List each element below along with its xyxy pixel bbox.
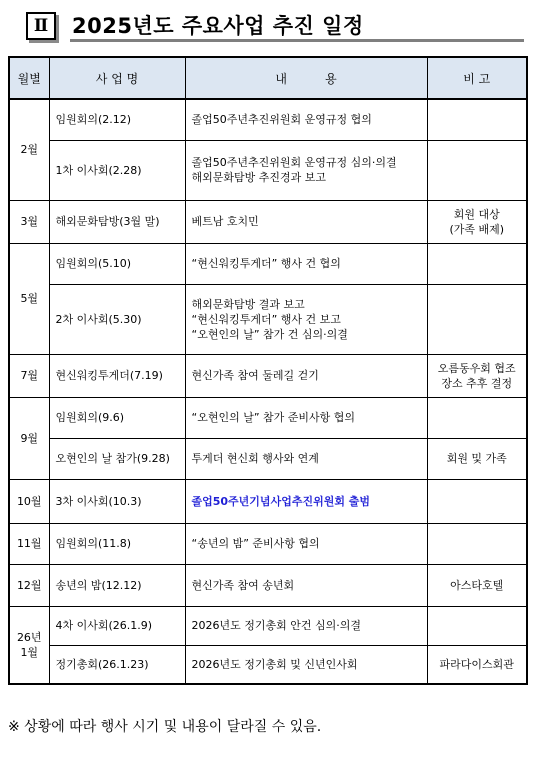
project-cell: 송년의 밤(12.12) <box>49 564 185 606</box>
table-row <box>9 354 527 397</box>
note-cell: 회원 및 가족 <box>427 438 527 479</box>
note-cell <box>427 99 527 140</box>
note-cell <box>427 140 527 200</box>
content-cell: 졸업50주년추진위원회 운영규정 심의·의결 해외문화탐방 추진경과 보고 <box>185 140 427 200</box>
table-row <box>9 479 527 523</box>
content-cell: “오현인의 날” 참가 준비사항 협의 <box>185 397 427 438</box>
table-row <box>9 140 527 200</box>
table-row <box>9 200 527 243</box>
project-cell: 2차 이사회(5.30) <box>49 284 185 354</box>
month-cell: 3월 <box>9 200 49 243</box>
month-cell: 2월 <box>9 99 49 200</box>
column-header-note: 비 고 <box>427 57 527 99</box>
content-cell: “현신워킹투게더” 행사 건 협의 <box>185 243 427 284</box>
content-cell: 현신가족 참여 둘레길 걷기 <box>185 354 427 397</box>
note-cell: 오름동우회 협조 장소 추후 결정 <box>427 354 527 397</box>
month-cell: 7월 <box>9 354 49 397</box>
project-cell: 4차 이사회(26.1.9) <box>49 606 185 645</box>
content-cell: 해외문화탐방 결과 보고 “현신워킹투게더” 행사 건 보고 “오현인의 날” 참가 건 심의·의결 <box>185 284 427 354</box>
note-cell <box>427 397 527 438</box>
content-cell-highlight: 졸업50주년기념사업추진위원회 출범 <box>185 479 427 523</box>
table-row <box>9 645 527 684</box>
project-cell: 임원회의(9.6) <box>49 397 185 438</box>
table-row <box>9 523 527 564</box>
content-cell: “송년의 밤” 준비사항 협의 <box>185 523 427 564</box>
month-cell: 5월 <box>9 243 49 354</box>
table-row <box>9 243 527 284</box>
table-row <box>9 438 527 479</box>
footnote: ※ 상황에 따라 행사 시기 및 내용이 달라질 수 있음. <box>8 719 322 735</box>
project-cell: 현신워킹투게더(7.19) <box>49 354 185 397</box>
content-cell: 베트남 호치민 <box>185 200 427 243</box>
schedule-table <box>8 56 528 685</box>
table-row <box>9 99 527 140</box>
column-header-project: 사 업 명 <box>49 57 185 99</box>
note-cell: 파라다이스회관 <box>427 645 527 684</box>
note-cell <box>427 243 527 284</box>
section-header <box>12 10 524 46</box>
month-cell: 11월 <box>9 523 49 564</box>
title-underline <box>70 39 524 42</box>
table-header-row <box>9 57 527 99</box>
project-cell: 임원회의(5.10) <box>49 243 185 284</box>
column-header-month: 월별 <box>9 57 49 99</box>
note-cell: 아스타호텔 <box>427 564 527 606</box>
project-cell: 해외문화탐방(3월 말) <box>49 200 185 243</box>
project-cell: 임원회의(2.12) <box>49 99 185 140</box>
month-cell: 26년 1월 <box>9 606 49 684</box>
column-header-content: 내 용 <box>185 57 427 99</box>
project-cell: 1차 이사회(2.28) <box>49 140 185 200</box>
section-numeral: Ⅱ <box>26 12 56 40</box>
content-cell: 현신가족 참여 송년회 <box>185 564 427 606</box>
month-cell: 10월 <box>9 479 49 523</box>
project-cell: 오현인의 날 참가(9.28) <box>49 438 185 479</box>
note-cell <box>427 523 527 564</box>
content-cell: 졸업50주년추진위원회 운영규정 협의 <box>185 99 427 140</box>
month-cell: 9월 <box>9 397 49 479</box>
table-row <box>9 606 527 645</box>
project-cell: 임원회의(11.8) <box>49 523 185 564</box>
page-title: 2025년도 주요사업 추진 일정 <box>72 14 364 38</box>
project-cell: 3차 이사회(10.3) <box>49 479 185 523</box>
note-cell <box>427 284 527 354</box>
month-cell: 12월 <box>9 564 49 606</box>
content-cell: 투게더 현신회 행사와 연계 <box>185 438 427 479</box>
content-cell: 2026년도 정기총회 안건 심의·의결 <box>185 606 427 645</box>
table-row <box>9 564 527 606</box>
project-cell: 정기총회(26.1.23) <box>49 645 185 684</box>
table-row <box>9 397 527 438</box>
content-cell: 2026년도 정기총회 및 신년인사회 <box>185 645 427 684</box>
table-row <box>9 284 527 354</box>
note-cell <box>427 606 527 645</box>
note-cell: 회원 대상 (가족 배제) <box>427 200 527 243</box>
note-cell <box>427 479 527 523</box>
